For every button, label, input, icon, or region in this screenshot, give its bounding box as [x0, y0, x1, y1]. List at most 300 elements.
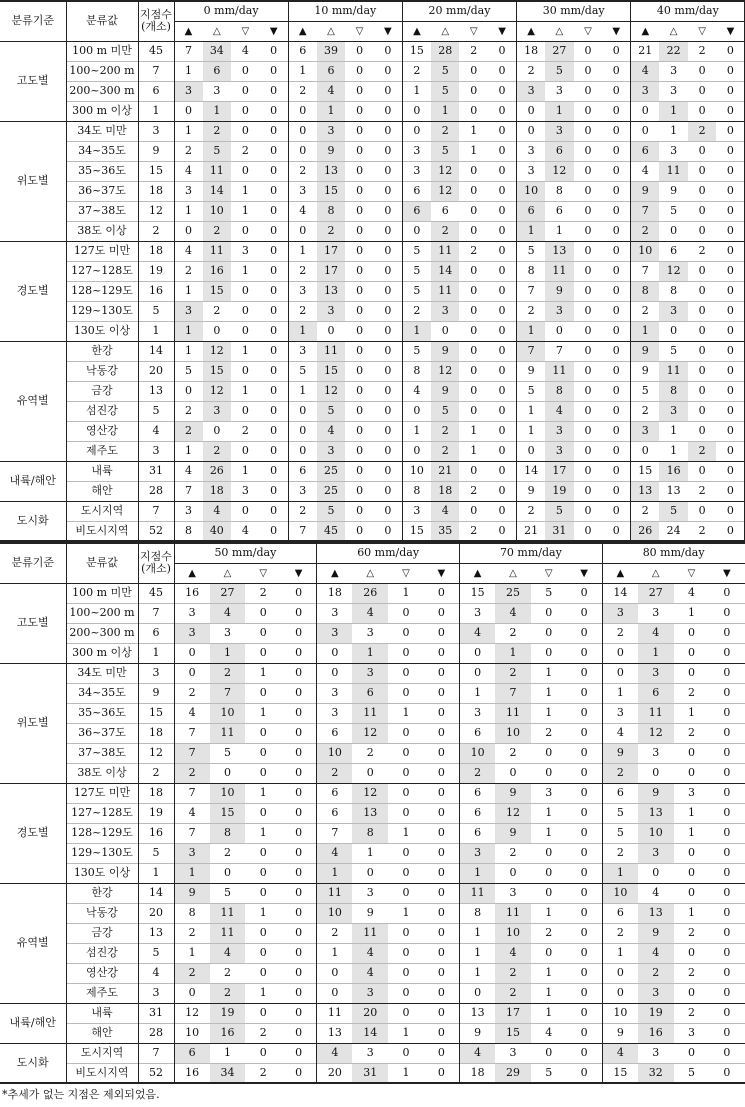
value-cell: 0 — [602, 361, 631, 381]
station-count: 5 — [138, 843, 174, 863]
value-cell: 0 — [567, 763, 603, 783]
group-label: 도시화 — [0, 1043, 66, 1083]
value-cell: 2 — [688, 481, 717, 501]
value-cell: 8 — [631, 281, 660, 301]
value-cell: 13 — [352, 803, 388, 823]
value-cell: 0 — [709, 763, 745, 783]
value-cell: 0 — [459, 401, 488, 421]
value-cell: 1 — [231, 381, 260, 401]
value-cell: 0 — [688, 281, 717, 301]
value-cell: 14 — [203, 181, 232, 201]
value-cell: 11 — [210, 923, 246, 943]
value-cell: 1 — [531, 1003, 567, 1023]
value-cell: 0 — [488, 181, 517, 201]
value-cell: 5 — [631, 381, 660, 401]
value-cell: 0 — [716, 161, 745, 181]
value-cell: 9 — [631, 361, 660, 381]
value-cell: 0 — [567, 1023, 603, 1043]
value-cell: 1 — [602, 943, 638, 963]
value-cell: 2 — [688, 241, 717, 261]
value-cell: 0 — [260, 61, 289, 81]
value-cell: 0 — [459, 61, 488, 81]
value-cell: 9 — [352, 903, 388, 923]
header-threshold: 50 mm/day — [174, 543, 317, 563]
value-cell: 0 — [459, 461, 488, 481]
value-cell: 0 — [260, 101, 289, 121]
value-cell: 0 — [352, 863, 388, 883]
value-cell: 0 — [288, 421, 317, 441]
value-cell: 9 — [517, 481, 546, 501]
value-cell: 0 — [688, 81, 717, 101]
value-cell: 3 — [174, 843, 210, 863]
value-cell: 2 — [174, 923, 210, 943]
value-cell: 17 — [317, 241, 346, 261]
value-cell: 28 — [431, 41, 460, 61]
value-cell: 4 — [631, 61, 660, 81]
value-cell: 2 — [674, 683, 710, 703]
value-cell: 6 — [317, 803, 353, 823]
value-cell: 0 — [716, 221, 745, 241]
value-cell: 0 — [709, 743, 745, 763]
value-cell: 0 — [716, 281, 745, 301]
value-cell: 6 — [631, 141, 660, 161]
value-cell: 0 — [567, 843, 603, 863]
row-label: 35~36도 — [66, 703, 138, 723]
value-cell: 0 — [231, 61, 260, 81]
value-cell: 0 — [174, 101, 203, 121]
value-cell: 0 — [174, 983, 210, 1003]
row-label: 낙동강 — [66, 361, 138, 381]
value-cell: 0 — [424, 943, 460, 963]
value-cell: 0 — [567, 983, 603, 1003]
value-cell: 0 — [674, 663, 710, 683]
row-label: 128~129도 — [66, 281, 138, 301]
value-cell: 3 — [288, 481, 317, 501]
station-count: 19 — [138, 803, 174, 823]
group-label: 위도별 — [0, 121, 66, 241]
value-cell: 8 — [402, 481, 431, 501]
value-cell: 0 — [567, 923, 603, 943]
value-cell: 0 — [674, 643, 710, 663]
value-cell: 2 — [288, 301, 317, 321]
value-cell: 0 — [574, 501, 603, 521]
value-cell: 0 — [231, 301, 260, 321]
station-count: 15 — [138, 161, 174, 181]
value-cell: 0 — [709, 683, 745, 703]
table-row — [0, 763, 745, 783]
value-cell: 0 — [231, 441, 260, 461]
group-label: 내륙/해안 — [0, 461, 66, 501]
value-cell: 39 — [317, 41, 346, 61]
table-row — [0, 141, 745, 161]
value-cell: 6 — [602, 783, 638, 803]
value-cell: 1 — [531, 903, 567, 923]
row-label: 100 m 미만 — [66, 41, 138, 61]
value-cell: 0 — [574, 381, 603, 401]
value-cell: 22 — [659, 41, 688, 61]
value-cell: 0 — [374, 161, 403, 181]
value-cell: 1 — [460, 963, 496, 983]
value-cell: 7 — [631, 261, 660, 281]
value-cell: 0 — [210, 863, 246, 883]
value-cell: 0 — [281, 963, 317, 983]
value-cell: 0 — [281, 943, 317, 963]
value-cell: 2 — [495, 963, 531, 983]
header-count-line2: (개소) — [141, 20, 171, 34]
value-cell: 5 — [431, 81, 460, 101]
value-cell: 0 — [638, 863, 674, 883]
value-cell: 13 — [659, 481, 688, 501]
value-cell: 17 — [317, 261, 346, 281]
value-cell: 24 — [659, 521, 688, 541]
value-cell: 0 — [567, 963, 603, 983]
value-cell: 0 — [709, 623, 745, 643]
value-cell: 0 — [602, 643, 638, 663]
value-cell: 0 — [709, 1023, 745, 1043]
value-cell: 0 — [260, 281, 289, 301]
value-cell: 0 — [388, 723, 424, 743]
table-row — [0, 181, 745, 201]
value-cell: 2 — [231, 421, 260, 441]
value-cell: 0 — [488, 241, 517, 261]
value-cell: 0 — [574, 301, 603, 321]
value-cell: 0 — [602, 321, 631, 341]
value-cell: 4 — [460, 623, 496, 643]
value-cell: 0 — [424, 603, 460, 623]
value-cell: 1 — [231, 261, 260, 281]
value-cell: 0 — [574, 321, 603, 341]
value-cell: 0 — [374, 61, 403, 81]
value-cell: 9 — [638, 783, 674, 803]
value-cell: 7 — [545, 341, 574, 361]
value-cell: 0 — [374, 41, 403, 61]
value-cell: 0 — [574, 181, 603, 201]
value-cell: 3 — [659, 401, 688, 421]
station-count: 1 — [138, 321, 174, 341]
header-value: 분류값 — [66, 1, 138, 41]
value-cell: 11 — [638, 703, 674, 723]
value-cell: 3 — [495, 1043, 531, 1063]
value-cell: 2 — [288, 501, 317, 521]
trend-symbol-icon: ▼ — [716, 21, 745, 41]
value-cell: 3 — [317, 603, 353, 623]
value-cell: 0 — [574, 361, 603, 381]
value-cell: 0 — [602, 663, 638, 683]
value-cell: 0 — [709, 823, 745, 843]
value-cell: 19 — [210, 1003, 246, 1023]
value-cell: 0 — [602, 501, 631, 521]
value-cell: 2 — [459, 41, 488, 61]
row-label: 34~35도 — [66, 683, 138, 703]
value-cell: 0 — [674, 883, 710, 903]
value-cell: 8 — [174, 903, 210, 923]
value-cell: 1 — [545, 101, 574, 121]
value-cell: 0 — [388, 803, 424, 823]
value-cell: 0 — [345, 401, 374, 421]
station-count: 3 — [138, 441, 174, 461]
value-cell: 0 — [567, 1003, 603, 1023]
value-cell: 0 — [459, 381, 488, 401]
value-cell: 15 — [317, 181, 346, 201]
value-cell: 6 — [602, 903, 638, 923]
value-cell: 0 — [574, 161, 603, 181]
value-cell: 15 — [402, 41, 431, 61]
value-cell: 0 — [488, 421, 517, 441]
value-cell: 2 — [210, 963, 246, 983]
value-cell: 3 — [545, 301, 574, 321]
value-cell: 0 — [688, 181, 717, 201]
value-cell: 2 — [288, 81, 317, 101]
value-cell: 3 — [545, 441, 574, 461]
table-row — [0, 121, 745, 141]
value-cell: 21 — [517, 521, 546, 541]
value-cell: 0 — [459, 261, 488, 281]
value-cell: 0 — [288, 401, 317, 421]
value-cell: 12 — [431, 161, 460, 181]
value-cell: 0 — [424, 863, 460, 883]
value-cell: 3 — [402, 501, 431, 521]
value-cell: 3 — [545, 421, 574, 441]
group-label: 고도별 — [0, 583, 66, 663]
value-cell: 13 — [631, 481, 660, 501]
row-label: 130도 이상 — [66, 321, 138, 341]
value-cell: 3 — [288, 341, 317, 361]
value-cell: 1 — [602, 863, 638, 883]
value-cell: 3 — [517, 81, 546, 101]
value-cell: 0 — [203, 321, 232, 341]
value-cell: 1 — [531, 803, 567, 823]
value-cell: 12 — [174, 1003, 210, 1023]
value-cell: 0 — [674, 863, 710, 883]
trend-symbol-icon: ▼ — [374, 21, 403, 41]
value-cell: 18 — [317, 583, 353, 603]
value-cell: 0 — [345, 201, 374, 221]
value-cell: 0 — [374, 121, 403, 141]
value-cell: 18 — [517, 41, 546, 61]
value-cell: 3 — [674, 783, 710, 803]
value-cell: 0 — [688, 61, 717, 81]
value-cell: 0 — [260, 501, 289, 521]
value-cell: 3 — [545, 121, 574, 141]
station-count: 14 — [138, 883, 174, 903]
value-cell: 13 — [317, 281, 346, 301]
value-cell: 0 — [424, 743, 460, 763]
value-cell: 0 — [245, 723, 281, 743]
value-cell: 11 — [352, 923, 388, 943]
value-cell: 0 — [424, 1023, 460, 1043]
value-cell: 1 — [460, 683, 496, 703]
value-cell: 2 — [431, 441, 460, 461]
value-cell: 0 — [488, 461, 517, 481]
value-cell: 0 — [488, 501, 517, 521]
value-cell: 0 — [174, 221, 203, 241]
value-cell: 6 — [203, 61, 232, 81]
value-cell: 5 — [674, 1063, 710, 1083]
value-cell: 0 — [459, 221, 488, 241]
value-cell: 0 — [245, 683, 281, 703]
value-cell: 0 — [345, 261, 374, 281]
value-cell: 8 — [174, 521, 203, 541]
value-cell: 1 — [659, 441, 688, 461]
value-cell: 0 — [567, 863, 603, 883]
value-cell: 8 — [352, 823, 388, 843]
value-cell: 2 — [174, 141, 203, 161]
table-row — [0, 703, 745, 723]
value-cell: 0 — [374, 301, 403, 321]
value-cell: 0 — [459, 81, 488, 101]
value-cell: 4 — [674, 583, 710, 603]
row-label: 37~38도 — [66, 743, 138, 763]
value-cell: 0 — [281, 643, 317, 663]
value-cell: 0 — [531, 863, 567, 883]
table-row — [0, 903, 745, 923]
value-cell: 0 — [567, 883, 603, 903]
value-cell: 5 — [288, 361, 317, 381]
value-cell: 1 — [674, 803, 710, 823]
value-cell: 5 — [210, 743, 246, 763]
value-cell: 5 — [659, 341, 688, 361]
value-cell: 1 — [245, 983, 281, 1003]
value-cell: 4 — [638, 943, 674, 963]
value-cell: 3 — [659, 61, 688, 81]
value-cell: 1 — [231, 341, 260, 361]
value-cell: 0 — [574, 521, 603, 541]
value-cell: 0 — [374, 101, 403, 121]
value-cell: 0 — [245, 603, 281, 623]
value-cell: 9 — [431, 341, 460, 361]
value-cell: 0 — [260, 121, 289, 141]
value-cell: 0 — [460, 643, 496, 663]
value-cell: 0 — [424, 723, 460, 743]
value-cell: 3 — [631, 81, 660, 101]
value-cell: 0 — [281, 883, 317, 903]
value-cell: 0 — [281, 703, 317, 723]
trend-symbol-icon: △ — [638, 563, 674, 583]
trend-symbol-icon: ▲ — [402, 21, 431, 41]
value-cell: 0 — [531, 763, 567, 783]
value-cell: 4 — [288, 201, 317, 221]
value-cell: 1 — [459, 141, 488, 161]
table-row — [0, 1023, 745, 1043]
value-cell: 1 — [317, 943, 353, 963]
value-cell: 3 — [460, 843, 496, 863]
value-cell: 0 — [402, 101, 431, 121]
value-cell: 0 — [574, 441, 603, 461]
table-row — [0, 843, 745, 863]
value-cell: 9 — [638, 923, 674, 943]
value-cell: 1 — [517, 421, 546, 441]
value-cell: 3 — [659, 301, 688, 321]
value-cell: 0 — [488, 41, 517, 61]
value-cell: 1 — [245, 703, 281, 723]
value-cell: 1 — [174, 863, 210, 883]
value-cell: 34 — [203, 41, 232, 61]
value-cell: 27 — [210, 583, 246, 603]
value-cell: 2 — [495, 743, 531, 763]
value-cell: 0 — [345, 281, 374, 301]
value-cell: 0 — [260, 361, 289, 381]
station-count: 18 — [138, 783, 174, 803]
station-count: 19 — [138, 261, 174, 281]
row-label: 비도시지역 — [66, 1063, 138, 1083]
value-cell: 0 — [709, 903, 745, 923]
value-cell: 26 — [631, 521, 660, 541]
value-cell: 0 — [488, 401, 517, 421]
value-cell: 0 — [245, 1043, 281, 1063]
value-cell: 0 — [567, 743, 603, 763]
value-cell: 12 — [545, 161, 574, 181]
value-cell: 0 — [574, 201, 603, 221]
row-label: 비도시지역 — [66, 521, 138, 541]
value-cell: 0 — [716, 81, 745, 101]
value-cell: 4 — [431, 501, 460, 521]
value-cell: 0 — [281, 683, 317, 703]
value-cell: 15 — [402, 521, 431, 541]
value-cell: 0 — [388, 603, 424, 623]
value-cell: 0 — [260, 321, 289, 341]
value-cell: 3 — [638, 603, 674, 623]
value-cell: 3 — [638, 743, 674, 763]
value-cell: 0 — [388, 683, 424, 703]
value-cell: 2 — [317, 923, 353, 943]
value-cell: 0 — [231, 161, 260, 181]
station-count: 3 — [138, 663, 174, 683]
table-row — [0, 321, 745, 341]
header-threshold: 0 mm/day — [174, 1, 288, 21]
value-cell: 0 — [260, 241, 289, 261]
value-cell: 12 — [352, 783, 388, 803]
value-cell: 0 — [317, 321, 346, 341]
value-cell: 0 — [260, 341, 289, 361]
value-cell: 3 — [352, 883, 388, 903]
header-count — [138, 1, 174, 41]
value-cell: 0 — [424, 883, 460, 903]
value-cell: 3 — [288, 181, 317, 201]
value-cell: 5 — [402, 241, 431, 261]
value-cell: 0 — [288, 221, 317, 241]
station-count: 3 — [138, 983, 174, 1003]
value-cell: 0 — [488, 61, 517, 81]
table-row — [0, 421, 745, 441]
value-cell: 11 — [317, 1003, 353, 1023]
value-cell: 0 — [531, 603, 567, 623]
value-cell: 1 — [174, 441, 203, 461]
table-row — [0, 643, 745, 663]
value-cell: 0 — [488, 321, 517, 341]
value-cell: 2 — [688, 41, 717, 61]
value-cell: 2 — [460, 763, 496, 783]
value-cell: 2 — [459, 481, 488, 501]
value-cell: 0 — [345, 161, 374, 181]
value-cell: 17 — [495, 1003, 531, 1023]
value-cell: 0 — [345, 61, 374, 81]
value-cell: 0 — [424, 903, 460, 923]
value-cell: 12 — [203, 341, 232, 361]
value-cell: 5 — [517, 241, 546, 261]
value-cell: 5 — [545, 61, 574, 81]
value-cell: 8 — [659, 381, 688, 401]
value-cell: 0 — [424, 763, 460, 783]
value-cell: 0 — [567, 783, 603, 803]
value-cell: 0 — [388, 943, 424, 963]
table-row — [0, 341, 745, 361]
value-cell: 5 — [402, 341, 431, 361]
value-cell: 0 — [402, 401, 431, 421]
trend-symbol-icon: △ — [210, 563, 246, 583]
value-cell: 10 — [460, 743, 496, 763]
value-cell: 10 — [317, 743, 353, 763]
value-cell: 0 — [231, 81, 260, 101]
